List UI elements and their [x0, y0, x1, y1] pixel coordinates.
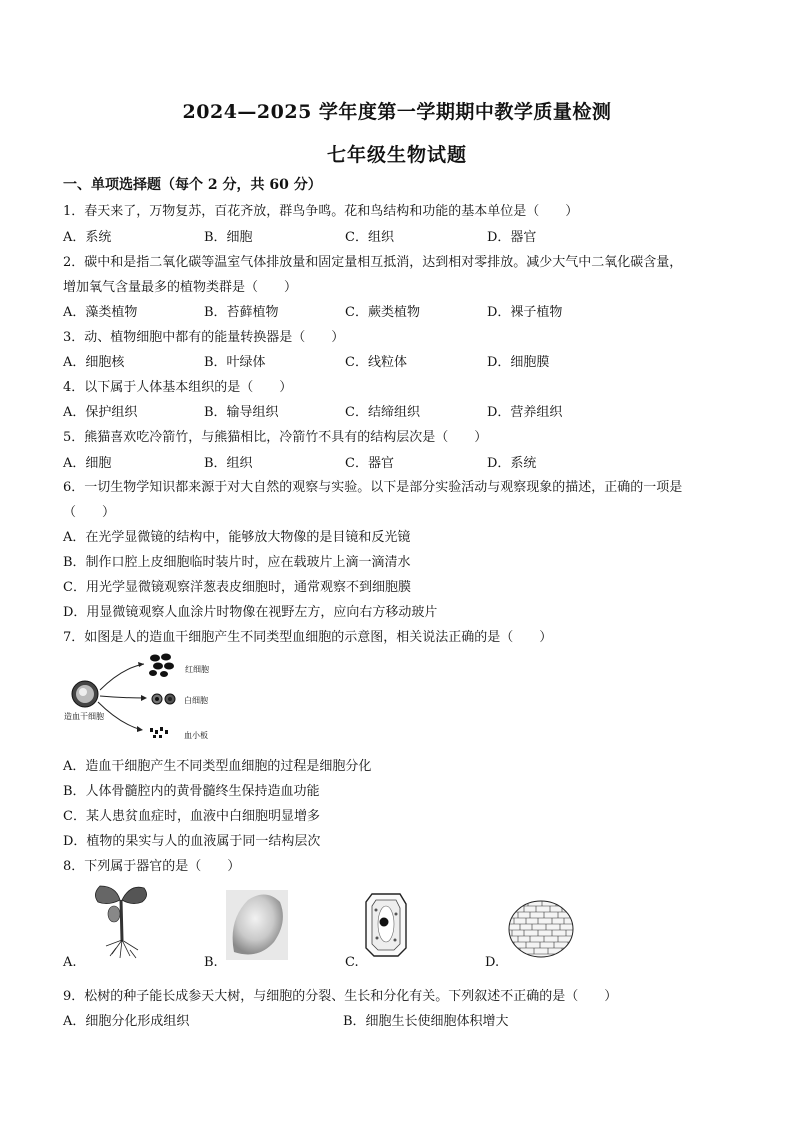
question-8-stem: 8．下列属于器官的是（ ）	[63, 859, 241, 874]
question-5-options	[63, 452, 743, 470]
question-8-option-c: C.	[345, 955, 359, 970]
exam-subtitle: 七年级生物试题	[326, 144, 467, 166]
option-b: B．苔藓植物	[204, 305, 279, 320]
question-8-option-b: B.	[204, 955, 218, 970]
question-5-stem: 5．熊猫喜欢吃冷箭竹，与熊猫相比，冷箭竹不具有的结构层次是（ ）	[63, 430, 488, 445]
option-c: C．蕨类植物	[345, 305, 420, 320]
arrow-to-white-cell	[100, 696, 146, 698]
question-3-stem: 3．动、植物细胞中都有的能量转换器是（ ）	[63, 330, 345, 345]
question-1-stem: 1．春天来了，万物复苏，百花齐放，群鸟争鸣。花和鸟结构和功能的基本单位是（ ）	[63, 204, 579, 219]
option-c: C．组织	[345, 230, 394, 245]
question-6-option-c: C．用光学显微镜观察洋葱表皮细胞时，通常观察不到细胞膜	[63, 580, 411, 595]
question-1-options	[63, 226, 743, 244]
option-a: A．藻类植物	[63, 305, 138, 320]
option-a: A．保护组织	[63, 405, 138, 420]
question-7-option-c: C．某人患贫血症时，血液中白细胞明显增多	[63, 809, 320, 824]
plant-cell-icon	[362, 890, 410, 960]
question-3-options	[63, 351, 743, 369]
question-8-option-d: D.	[485, 955, 500, 970]
blood-cell-differentiation-figure	[62, 650, 262, 750]
option-a: A．细胞分化形成组织	[63, 1014, 190, 1029]
exam-title: 2024—2025 学年度第一学期期中教学质量检测	[182, 101, 612, 123]
question-4-stem: 4．以下属于人体基本组织的是（ ）	[63, 380, 293, 395]
red-blood-cell-icon	[149, 654, 174, 678]
option-a: A．细胞	[63, 456, 112, 471]
label-red-blood-cell: 红细胞	[185, 665, 209, 674]
platelet-icon	[150, 727, 168, 738]
tissue-icon	[508, 900, 574, 958]
stem-cell-diagram	[62, 650, 262, 750]
question-8-option-a: A.	[63, 955, 77, 970]
question-2-options	[63, 301, 743, 319]
question-6-option-a: A．在光学显微镜的结构中，能够放大物像的是目镜和反光镜	[63, 530, 411, 545]
option-d: D．器官	[487, 230, 537, 245]
question-6-stem-cont: （ ）	[63, 505, 116, 520]
option-c: C．结缔组织	[345, 405, 420, 420]
option-d: D．营养组织	[487, 405, 563, 420]
white-blood-cell-icon	[152, 694, 175, 704]
option-c: C．线粒体	[345, 355, 407, 370]
arrow-to-platelet	[98, 702, 142, 730]
option-a: A．细胞核	[63, 355, 125, 370]
label-white-blood-cell: 白细胞	[184, 696, 208, 705]
question-4-options	[63, 401, 743, 419]
option-b: B．组织	[204, 456, 253, 471]
option-d: D．细胞膜	[487, 355, 550, 370]
question-7-option-a: A．造血干细胞产生不同类型血细胞的过程是细胞分化	[63, 759, 372, 774]
seed-icon	[226, 890, 288, 960]
section-heading: 一、单项选择题（每个 2 分，共 60 分）	[63, 177, 322, 193]
option-d: D．系统	[487, 456, 537, 471]
arrow-to-red-cell	[100, 664, 144, 690]
option-b: B．输导组织	[204, 405, 279, 420]
question-2-stem: 2．碳中和是指二氧化碳等温室气体排放量和固定量相互抵消，达到相对零排放。减少大气中二氧化碳含量，	[63, 255, 683, 270]
question-7-option-b: B．人体骨髓腔内的黄骨髓终生保持造血功能	[63, 784, 320, 799]
question-6-stem: 6．一切生物学知识都来源于对大自然的观察与实验。以下是部分实验活动与观察现象的描述，正确的一项是	[63, 480, 683, 495]
label-stem-cell: 造血干细胞	[64, 712, 104, 721]
question-2-stem-cont: 增加氧气含量最多的植物类群是（ ）	[63, 280, 298, 295]
option-b: B．叶绿体	[204, 355, 266, 370]
option-b: B．细胞	[204, 230, 253, 245]
label-platelet: 血小板	[184, 731, 208, 740]
option-b: B．细胞生长使细胞体积增大	[343, 1014, 509, 1029]
option-a: A．系统	[63, 230, 112, 245]
option-c: C．器官	[345, 456, 394, 471]
question-6-option-b: B．制作口腔上皮细胞临时装片时，应在载玻片上滴一滴清水	[63, 555, 411, 570]
question-9-stem: 9．松树的种子能长成参天大树，与细胞的分裂、生长和分化有关。下列叙述不正确的是（ ）	[63, 989, 618, 1004]
seedling-icon	[86, 880, 156, 960]
question-7-stem: 7．如图是人的造血干细胞产生不同类型血细胞的示意图，相关说法正确的是（ ）	[63, 630, 553, 645]
option-d: D．裸子植物	[487, 305, 563, 320]
question-7-option-d: D．植物的果实与人的血液属于同一结构层次	[63, 834, 321, 849]
question-9-options	[63, 1010, 743, 1028]
question-6-option-d: D．用显微镜观察人血涂片时物像在视野左方，应向右方移动玻片	[63, 605, 438, 620]
